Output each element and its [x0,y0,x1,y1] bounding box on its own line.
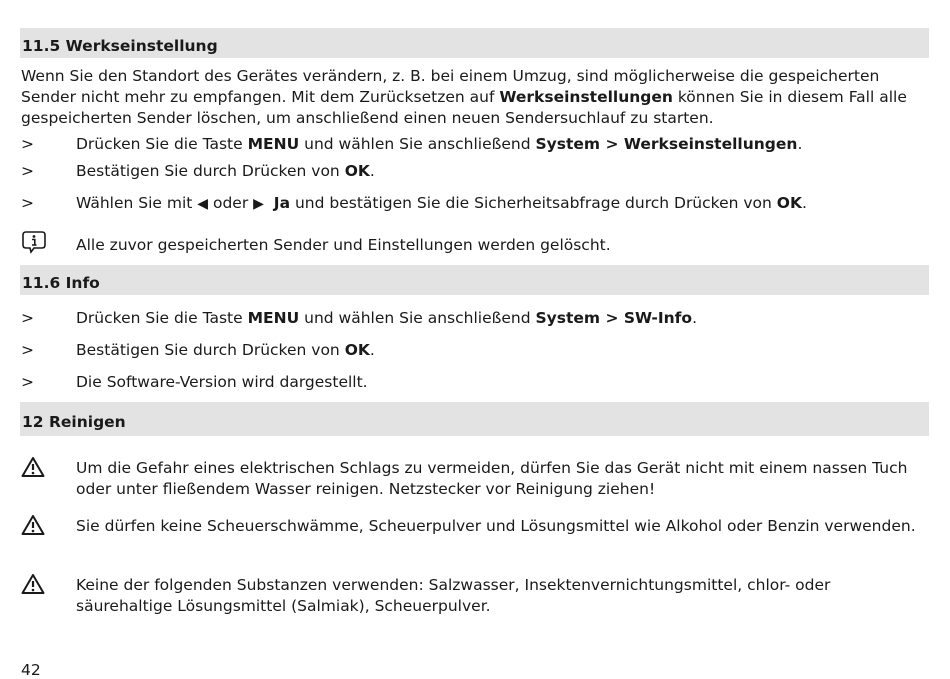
warning-icon [21,514,61,542]
werkseinstellung-intro: Wenn Sie den Standort des Gerätes verändern, z. B. bei einem Umzug, sind möglicherweise die gespeicherten Sender nicht mehr zu empfangen. Mit dem Zurücksetzen auf Werkseinstellungen können Sie in diesem Fall alle gespeicherten Sender löschen, um anschließend einen neuen Sendersuchlauf zu starten. [21,67,907,127]
step-marker: > [21,135,34,153]
warning-icon [21,573,61,601]
info-icon [21,230,61,260]
right-arrow-icon: ▶ [253,196,264,212]
step-marker: > [21,373,34,391]
step-marker: > [21,162,34,180]
section-heading-werkseinstellung: 11.5 Werkseinstellung [20,28,929,58]
warning-icon [21,456,61,484]
section-heading-reinigen: 12 Reinigen [20,402,929,436]
step-marker: > [21,341,34,359]
step-marker: > [21,194,34,212]
step-marker: > [21,309,34,327]
section-heading-info: 11.6 Info [20,265,929,295]
page-number: 42 [21,661,41,679]
left-arrow-icon: ◀ [197,196,209,212]
